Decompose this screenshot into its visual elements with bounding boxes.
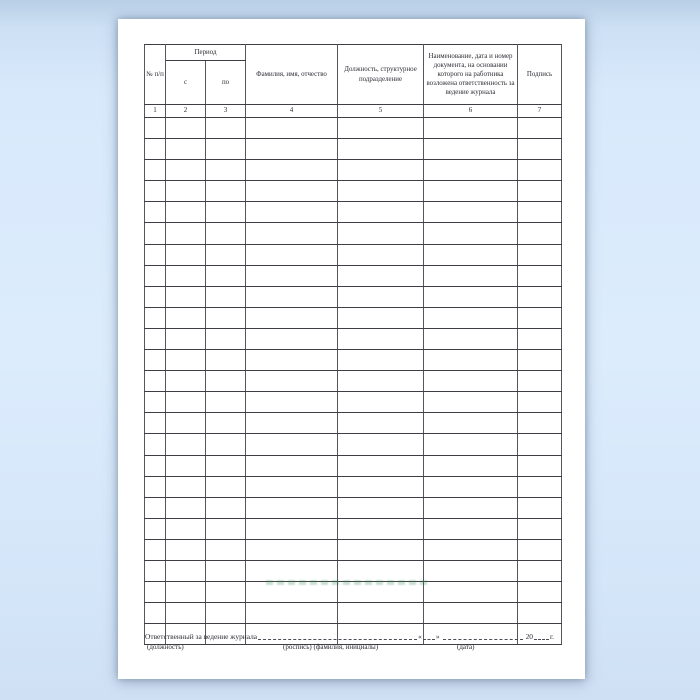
empty-cell (518, 265, 562, 286)
empty-cell (206, 223, 246, 244)
empty-cell (424, 181, 518, 202)
empty-cell (246, 582, 338, 603)
table-row (145, 603, 562, 624)
table-header (145, 45, 562, 118)
signature-hint: (роспись) (фамилия, инициалы) (283, 643, 379, 651)
table-row (145, 265, 562, 286)
empty-cell (338, 518, 424, 539)
empty-cell (246, 286, 338, 307)
table-row (145, 497, 562, 518)
empty-cell (246, 328, 338, 349)
empty-cell (246, 244, 338, 265)
empty-cell (145, 413, 166, 434)
table-row (145, 181, 562, 202)
table-row (145, 560, 562, 581)
month-blank (443, 631, 523, 640)
empty-cell (166, 202, 206, 223)
empty-cell (518, 139, 562, 160)
quote-close: » (435, 632, 440, 641)
empty-cell (145, 202, 166, 223)
col-header-row-number: № п/п (145, 45, 166, 105)
empty-cell (166, 497, 206, 518)
empty-cell (338, 328, 424, 349)
empty-cell (424, 286, 518, 307)
empty-cell (246, 497, 338, 518)
responsible-label: Ответственный за ведение журнала (145, 632, 258, 641)
empty-cell (518, 307, 562, 328)
empty-cell (206, 413, 246, 434)
empty-cell (206, 582, 246, 603)
empty-cell (338, 455, 424, 476)
empty-cell (338, 286, 424, 307)
empty-cell (206, 139, 246, 160)
empty-cell (206, 476, 246, 497)
empty-cell (424, 350, 518, 371)
position-hint: (должность) (147, 643, 184, 651)
table-row (145, 118, 562, 139)
empty-cell (145, 434, 166, 455)
empty-cell (166, 139, 206, 160)
empty-cell (338, 392, 424, 413)
empty-cell (206, 392, 246, 413)
empty-cell (166, 244, 206, 265)
empty-cell (246, 202, 338, 223)
table-row (145, 455, 562, 476)
empty-cell (145, 181, 166, 202)
empty-cell (518, 371, 562, 392)
empty-cell (145, 476, 166, 497)
empty-cell (424, 244, 518, 265)
empty-cell (338, 350, 424, 371)
empty-cell (166, 539, 206, 560)
empty-cell (424, 560, 518, 581)
footer (145, 631, 554, 657)
empty-cell (206, 560, 246, 581)
table-row (145, 286, 562, 307)
empty-cell (518, 350, 562, 371)
empty-cell (424, 118, 518, 139)
empty-cell (206, 539, 246, 560)
column-numbers-row (145, 105, 562, 118)
col-header-period-from: с (166, 61, 206, 105)
empty-cell (518, 497, 562, 518)
col-header-position: Должность, структурное подразделение (338, 45, 424, 105)
empty-cell (145, 139, 166, 160)
empty-cell (145, 455, 166, 476)
table-row (145, 539, 562, 560)
empty-cell (338, 244, 424, 265)
table-row (145, 518, 562, 539)
empty-cell (145, 265, 166, 286)
empty-cell (166, 455, 206, 476)
empty-cell (246, 181, 338, 202)
empty-cell (246, 603, 338, 624)
empty-cell (338, 603, 424, 624)
empty-cell (166, 413, 206, 434)
table-row (145, 328, 562, 349)
empty-cell (338, 139, 424, 160)
table-row (145, 223, 562, 244)
day-blank (423, 631, 435, 640)
empty-cell (206, 265, 246, 286)
empty-cell (206, 244, 246, 265)
empty-cell (338, 497, 424, 518)
date-hint: (дата) (457, 643, 475, 651)
empty-cell (518, 455, 562, 476)
empty-cell (338, 118, 424, 139)
empty-cell (518, 223, 562, 244)
empty-cell (518, 392, 562, 413)
empty-cell (145, 307, 166, 328)
empty-cell (338, 413, 424, 434)
empty-cell (145, 560, 166, 581)
empty-cell (424, 603, 518, 624)
empty-cell (246, 223, 338, 244)
empty-cell (206, 328, 246, 349)
empty-cell (518, 434, 562, 455)
empty-cell (166, 328, 206, 349)
signature-blank (258, 631, 417, 640)
empty-cell (518, 560, 562, 581)
empty-cell (166, 434, 206, 455)
empty-cell (424, 160, 518, 181)
column-number: 3 (206, 105, 246, 118)
empty-cell (166, 582, 206, 603)
col-header-document: Наименование, дата и номер документа, на основании которого на работника возложена ответственность за ведение журнала (424, 45, 518, 105)
empty-cell (246, 560, 338, 581)
empty-cell (145, 350, 166, 371)
empty-cell (166, 560, 206, 581)
empty-cell (424, 434, 518, 455)
empty-cell (206, 181, 246, 202)
empty-cell (518, 244, 562, 265)
empty-cell (424, 413, 518, 434)
empty-cell (424, 328, 518, 349)
quote-open: « (418, 632, 422, 641)
table-row (145, 392, 562, 413)
empty-cell (338, 181, 424, 202)
empty-cell (206, 518, 246, 539)
empty-cell (166, 265, 206, 286)
empty-cell (518, 181, 562, 202)
empty-cell (166, 160, 206, 181)
table-row (145, 371, 562, 392)
empty-cell (518, 328, 562, 349)
empty-cell (145, 328, 166, 349)
empty-cell (424, 371, 518, 392)
table-row (145, 434, 562, 455)
empty-cell (145, 497, 166, 518)
empty-cell (145, 160, 166, 181)
col-header-full-name: Фамилия, имя, отчество (246, 45, 338, 105)
empty-cell (338, 371, 424, 392)
col-header-signature: Подпись (518, 45, 562, 105)
empty-cell (518, 582, 562, 603)
empty-cell (518, 118, 562, 139)
empty-cell (145, 286, 166, 307)
empty-cell (246, 350, 338, 371)
empty-cell (166, 307, 206, 328)
empty-cell (166, 350, 206, 371)
empty-cell (246, 539, 338, 560)
table-row (145, 413, 562, 434)
empty-cell (338, 307, 424, 328)
empty-cell (206, 603, 246, 624)
empty-cell (424, 265, 518, 286)
empty-cell (246, 371, 338, 392)
empty-cell (145, 244, 166, 265)
empty-cell (338, 434, 424, 455)
empty-cell (338, 202, 424, 223)
empty-cell (338, 160, 424, 181)
table-row (145, 244, 562, 265)
empty-cell (338, 265, 424, 286)
empty-cell (206, 160, 246, 181)
document-page (118, 19, 585, 679)
empty-cell (206, 434, 246, 455)
empty-cell (206, 307, 246, 328)
header-row-1 (145, 45, 562, 61)
table-row (145, 476, 562, 497)
empty-cell (424, 539, 518, 560)
table-row (145, 350, 562, 371)
empty-cell (518, 413, 562, 434)
table-body (145, 118, 562, 645)
empty-cell (246, 518, 338, 539)
empty-cell (206, 497, 246, 518)
empty-cell (206, 350, 246, 371)
empty-cell (424, 582, 518, 603)
empty-cell (145, 582, 166, 603)
empty-cell (338, 476, 424, 497)
empty-cell (145, 118, 166, 139)
empty-cell (338, 582, 424, 603)
empty-cell (166, 118, 206, 139)
empty-cell (246, 160, 338, 181)
empty-cell (246, 413, 338, 434)
column-number: 5 (338, 105, 424, 118)
empty-cell (206, 371, 246, 392)
empty-cell (338, 539, 424, 560)
empty-cell (166, 223, 206, 244)
column-number: 2 (166, 105, 206, 118)
empty-cell (145, 539, 166, 560)
empty-cell (145, 371, 166, 392)
empty-cell (518, 160, 562, 181)
empty-cell (166, 286, 206, 307)
empty-cell (206, 118, 246, 139)
empty-cell (518, 202, 562, 223)
empty-cell (166, 603, 206, 624)
empty-cell (518, 539, 562, 560)
empty-cell (145, 392, 166, 413)
col-header-period-to: по (206, 61, 246, 105)
responsible-sign-line (145, 631, 554, 641)
empty-cell (518, 603, 562, 624)
empty-cell (424, 139, 518, 160)
empty-cell (338, 560, 424, 581)
col-header-period: Период (166, 45, 246, 61)
empty-cell (246, 307, 338, 328)
year-blank (534, 631, 549, 640)
empty-cell (246, 455, 338, 476)
year-prefix: 20 (525, 632, 533, 641)
empty-cell (424, 476, 518, 497)
empty-cell (518, 286, 562, 307)
column-number: 1 (145, 105, 166, 118)
table-row (145, 139, 562, 160)
empty-cell (424, 307, 518, 328)
empty-cell (206, 202, 246, 223)
empty-cell (246, 118, 338, 139)
column-number: 6 (424, 105, 518, 118)
empty-cell (424, 392, 518, 413)
empty-cell (424, 455, 518, 476)
empty-cell (424, 497, 518, 518)
empty-cell (166, 181, 206, 202)
empty-cell (246, 139, 338, 160)
empty-cell (246, 392, 338, 413)
empty-cell (518, 476, 562, 497)
empty-cell (166, 392, 206, 413)
empty-cell (166, 518, 206, 539)
journal-table (144, 44, 562, 645)
empty-cell (338, 223, 424, 244)
empty-cell (206, 286, 246, 307)
empty-cell (166, 476, 206, 497)
empty-cell (166, 371, 206, 392)
empty-cell (246, 434, 338, 455)
year-suffix: г. (549, 632, 554, 641)
column-number: 4 (246, 105, 338, 118)
empty-cell (246, 476, 338, 497)
empty-cell (518, 518, 562, 539)
empty-cell (424, 223, 518, 244)
empty-cell (424, 202, 518, 223)
empty-cell (145, 603, 166, 624)
table-row (145, 202, 562, 223)
column-number: 7 (518, 105, 562, 118)
table-row (145, 307, 562, 328)
empty-cell (246, 265, 338, 286)
table-row (145, 582, 562, 603)
empty-cell (145, 223, 166, 244)
empty-cell (424, 518, 518, 539)
empty-cell (206, 455, 246, 476)
table-row (145, 160, 562, 181)
empty-cell (145, 518, 166, 539)
